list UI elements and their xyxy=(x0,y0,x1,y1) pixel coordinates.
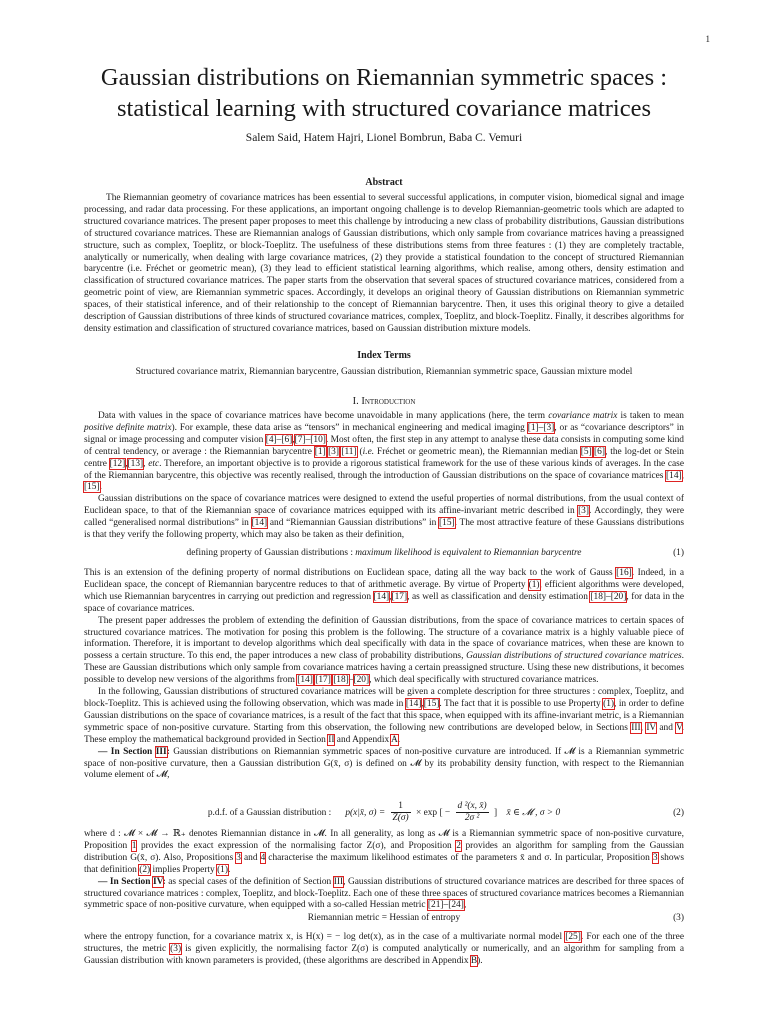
equation-number: (2) xyxy=(673,808,684,818)
proposition-link[interactable]: 3 xyxy=(652,852,658,863)
introduction-body-part4 xyxy=(84,932,684,968)
proposition-link[interactable]: 3 xyxy=(236,852,241,863)
appendix-link[interactable]: A xyxy=(390,734,398,745)
section-heading-introduction: I. Introduction xyxy=(352,396,416,407)
citation-link[interactable]: [5] xyxy=(580,446,592,457)
citation-link[interactable]: [6] xyxy=(594,446,605,457)
abstract-body: The Riemannian geometry of covariance matrices has been essential to several successful applications, in computer vision, biomedical signal and image processing, and radar data processing. For these applications, an important ongoing challenge is to develop Riemannian-geometric tools which are adapted to structured covariance matrices. The present paper proposes to meet this challenge by introducing a new class of probability distributions, Gaussian distributions of structured covariance matrices. These are Riemannian analogs of Gaussian distributions, which only sample from covariance matrices having a preassigned structure, such as complex, Toeplitz, or block-Toeplitz. The usefulness of these distributions stems from three features : (1) they are completely tractable, analytically or numerically, when dealing with large covariance matrices, (2) they provide a statistical foundation to the concept of structured Riemannian barycentre (i.e. Fréchet or geometric mean), (3) they lead to efficient statistical learning algorithms, which realise, among others, density estimation and classification of structured covariance matrices. The paper starts from the observation that several spaces of structured covariance matrices, considered from a geometric point of view, are Riemannian symmetric spaces. Accordingly, it develops an original theory of Gaussian distributions on Riemannian symmetric spaces, of their statistical inference, and of their relationship to the concept of Riemannian barycentre. Then, it uses this original theory to give a detailed description of Gaussian distributions of three kinds of structured covariance matrices, complex, Toeplitz, and block-Toeplitz. Finally, it describes algorithms for density estimation and classification of structured covariance matrices, based on Gaussian distribution mixture models. xyxy=(84,193,684,334)
section-link[interactable]: IV xyxy=(646,722,657,733)
introduction-body-part2 xyxy=(84,568,684,782)
intro-paragraph-2: Gaussian distributions on the space of covariance matrices were designed to extend the useful properties of normal distributions, from the usual context of Euclidean space, to that of the Riemannian space of covariance matrices equipped with its affine-invariant metric described in [3]. Accordingly, they were called “generalised normal distributions” in [14] and “Riemannian Gaussian distributions” in [15]. The most attractive feature of these Gaussians distributions is that they verify the following property, which may also be taken as their definition, xyxy=(84,494,685,541)
citation-link[interactable]: [16] xyxy=(616,568,632,578)
intro-paragraph-5: In the following, Gaussian distributions of structured covariance matrices will be given a complete description for three structures : complex, Toeplitz, and block-Toeplitz. This is achieved using the following observation, which was made in [14],[15]. The fact that it is possible to use Property (1), in order to define Gaussian distributions on the space of covariance matrices, is a result of the fact that this space, when equipped with its affine-invariant metric, is a Riemannian symmetric space of non-positive curvature. Starting from this observation, the following new contributions are developed below, in Sections III, IV and V. These employ the mathematical background provided in Section II and Appendix A. xyxy=(84,687,685,745)
citation-link[interactable]: [4]–[6] xyxy=(265,434,293,445)
citation-link[interactable]: [18]–[20] xyxy=(590,591,627,602)
citation-link[interactable]: [7]–[10] xyxy=(294,434,326,445)
citation-link[interactable]: [14] xyxy=(251,518,268,529)
citation-link[interactable]: [21]–[24] xyxy=(427,900,464,911)
intro-paragraph-1: Data with values in the space of covariance matrices have become unavoidable in many applications (here, the term covariance matrix is taken to mean positive definite matrix). For example, these data arise as “tensors” in mechanical engineering and medical imaging [1]–[3], or as “covariance descriptors” in signal or image processing and computer vision [4]–[6],[7]–[10]. Most often, the first step in any attempt to analyse these data consists in computing some kind of central tendency, or average : the Riemannian barycentre [1],[3],[11] (i.e. Fréchet or geometric mean), the Riemannian median [5],[6], the log-det or Stein centre [12],[13], etc. Therefore, an important objective is to provide a rigorous statistical framework for the use of these various kinds of averages. In the case of the Riemannian barycentre, this objective was recently realised, through the introduction of Gaussian distributions on the space of covariance matrices [14],[15]. xyxy=(84,411,684,493)
section-link[interactable]: IV xyxy=(153,876,163,887)
citation-link[interactable]: [3] xyxy=(328,446,339,457)
index-terms: Structured covariance matrix, Riemannian barycentre, Gaussian distribution, Riemannian symmetric space, Gaussian mixture model xyxy=(135,367,633,377)
citation-link[interactable]: [18] xyxy=(333,675,349,686)
citation-link[interactable]: [3] xyxy=(578,506,589,517)
citation-link[interactable]: [14] xyxy=(297,675,313,686)
equation-2: p.d.f. of a Gaussian distribution : p(x|x̄, σ) = $\frac{1}{Z(\sigma)}$ × exp [ − $\frac{\text{d ²(x, x̄)}}{\text{2σ ²}}$ ] x̄ ∈ 𝓜 , σ > 0 (2) xyxy=(207,801,684,824)
index-terms-heading: Index Terms xyxy=(357,350,411,361)
citation-link[interactable]: [14] xyxy=(405,698,422,709)
citation-link[interactable]: [15] xyxy=(439,518,455,529)
citation-link[interactable]: [12] xyxy=(109,458,126,469)
paper-title xyxy=(60,62,708,124)
equation-number: (1) xyxy=(673,548,684,558)
citation-link[interactable]: [15] xyxy=(423,698,440,709)
equation-link[interactable]: (2) xyxy=(139,864,151,875)
citation-link[interactable]: [25] xyxy=(565,932,581,942)
author-list: Salem Said, Hatem Hajri, Lionel Bombrun, Baba C. Vemuri xyxy=(245,132,523,144)
citation-link[interactable]: [17] xyxy=(315,675,331,686)
proposition-link[interactable]: 1 xyxy=(131,840,137,851)
citation-link[interactable]: [11] xyxy=(341,446,357,457)
abstract-heading: Abstract xyxy=(365,177,403,188)
equation-link[interactable]: (1) xyxy=(603,698,615,709)
citation-link[interactable]: [17] xyxy=(391,591,408,602)
equation-3: Riemannian metric = Hessian of entropy (3) xyxy=(307,913,684,923)
page-number: 1 xyxy=(705,34,710,44)
equation-1: defining property of Gaussian distributions : maximum likelihood is equivalent to Riemannian barycentre (1) xyxy=(186,548,684,558)
introduction-body-part3 xyxy=(84,829,684,912)
citation-link[interactable]: [1]–[3] xyxy=(527,422,555,433)
abstract-text xyxy=(84,193,684,336)
citation-link[interactable]: [13] xyxy=(127,458,144,469)
citation-link[interactable]: [14] xyxy=(666,470,682,481)
intro-paragraph-4: The present paper addresses the problem of extending the definition of Gaussian distributions, from the space of covariance matrices to certain spaces of structured covariance matrices. The motivation for posing this problem is the following. The structure of a covariance matrix is a highly valuable piece of information. Therefore, it is important to develop algorithms which deal specifically with data in the space of covariance matrices, when these are known to possess a certain structure. To this end, the paper introduces a new class of probability distributions, Gaussian distributions of structured covariance matrices. These are Gaussian distributions which only sample from covariance matrices having a certain preassigned structure. Using these new distributions, it becomes possible to develop new versions of the algorithms from [14],[17],[18]–[20], which deal specifically with structured covariance matrices. xyxy=(84,615,685,686)
citation-link[interactable]: [14] xyxy=(373,591,390,602)
citation-link[interactable]: [1] xyxy=(314,446,326,457)
proposition-link[interactable]: 4 xyxy=(260,852,266,863)
intro-paragraph-8: — In Section IV: as special cases of the definition of Section III, Gaussian distributions of structured covariance matrices are described for three spaces of structured covariance matrices : complex, Toeplitz, and block-Toeplitz. Each one of these three spaces of structured covariance matrices becomes a Riemannian symmetric space of non-positive curvature, when equipped with a so-called Hessian metric [21]–[24], xyxy=(84,876,685,911)
section-link[interactable]: II xyxy=(328,734,335,745)
section-link[interactable]: III xyxy=(631,722,641,733)
section-link[interactable]: III xyxy=(333,876,344,887)
section-link[interactable]: III xyxy=(155,746,167,757)
title-line-2: statistical learning with structured covariance matrices xyxy=(116,95,652,122)
equation-link[interactable]: (1) xyxy=(528,579,540,590)
appendix-link[interactable]: B xyxy=(470,955,478,966)
proposition-link[interactable]: 2 xyxy=(456,840,461,851)
intro-paragraph-3: This is an extension of the defining property of normal distributions on Euclidean space, dating all the way back to the work of Gauss [16]. Indeed, in a Euclidean space, the concept of Riemannian barycentre reduces to that of arithmetic average. By virtue of Property (1), efficient algorithms were developed, which use Riemannian barycentres in carrying out prediction and regression [14],[17], as well as classification and density estimation [18]–[20], for data in the space of covariance matrices. xyxy=(84,568,684,614)
citation-link[interactable]: [15] xyxy=(84,482,100,493)
equation-link[interactable]: (1) xyxy=(217,864,228,875)
equation-link[interactable]: (3) xyxy=(170,943,182,954)
citation-link[interactable]: [20] xyxy=(353,675,370,686)
intro-paragraph-7: where d : 𝓜 × 𝓜 → ℝ₊ denotes Riemannian distance in 𝓜. In all generality, as long as 𝓜 is a Riemannian symmetric space of non-positive curvature, Proposition 1 provides the exact expression of the normalising factor Z(σ), and Proposition 2 provides an algorithm for sampling from the Gaussian distribution G(x̄, σ). Also, Propositions 3 and 4 characterise the maximum likelihood estimates of the parameters x̄ and σ. In particular, Proposition 3 shows that definition (2) implies Property (1). xyxy=(84,829,684,875)
title-line-1: Gaussian distributions on Riemannian symmetric spaces : xyxy=(100,64,668,91)
equation-number: (3) xyxy=(673,913,684,923)
intro-paragraph-6: — In Section III: Gaussian distributions on Riemannian symmetric spaces of non-positive curvature are introduced. If 𝓜 is a Riemannian symmetric space of non-positive curvature, then a Gaussian distribution G(x̄, σ) is defined on 𝓜 by its probability density function, with respect to the Riemannian volume element of 𝓜, xyxy=(84,746,684,781)
section-link[interactable]: V xyxy=(676,722,682,733)
introduction-body-part1 xyxy=(84,411,684,542)
intro-paragraph-9: where the entropy function, for a covariance matrix x, is H(x) = − log det(x), as in the case of a multivariate normal model [25]. For each one of the three structures, the metric (3) is given explicitly, the normalising factor Z(σ) is computed analytically or numerically, and an algorithm for sampling from a Gaussian distribution with known parameters is provided, (these algorithms are described in Appendix B). xyxy=(84,932,685,966)
